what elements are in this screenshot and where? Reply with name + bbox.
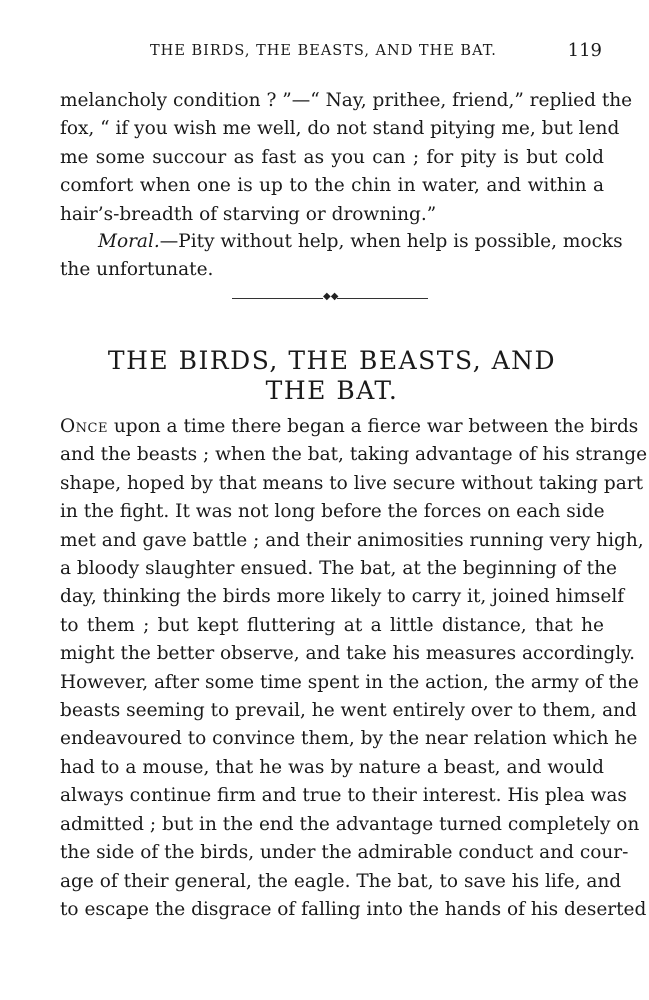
text-line: the side of the birds, under the admirable conduct and cour- bbox=[60, 842, 629, 864]
text-line: hair’s-breadth of starving or drowning.” bbox=[60, 203, 437, 225]
story-first-line-text: upon a time there began a fierce war between the birds bbox=[107, 416, 639, 437]
text-line: had to a mouse, that he was by nature a beast, and would bbox=[60, 756, 604, 778]
text-line: shape, hoped by that means to live secure without taking part bbox=[60, 472, 644, 494]
moral-first-line bbox=[60, 228, 623, 256]
divider-ornament-icon: ◆◆ bbox=[323, 291, 339, 302]
text-line: melancholy condition ? ”—“ Nay, prithee, friend,” replied the bbox=[60, 90, 633, 111]
chapter-title bbox=[60, 346, 604, 406]
text-line: comfort when one is up to the chin in water, and within a bbox=[60, 175, 604, 197]
text-line: fox, “ if you wish me well, do not stand pitying me, but lend bbox=[60, 118, 620, 140]
text-line: me some succour as fast as you can ; for pity is but cold bbox=[60, 146, 604, 168]
text-line: However, after some time spent in the action, the army of the bbox=[60, 671, 639, 693]
moral-label: Moral. bbox=[98, 231, 160, 252]
moral-paragraph bbox=[60, 228, 623, 285]
text-line: beasts seeming to prevail, he went entirely over to them, and bbox=[60, 700, 637, 722]
moral-second-line: the unfortunate. bbox=[60, 259, 214, 281]
running-title: THE BIRDS, THE BEASTS, AND THE BAT. bbox=[150, 43, 497, 59]
text-line: to escape the disgrace of falling into the hands of his deserted bbox=[60, 898, 647, 920]
text-line: met and gave battle ; and their animosities running very high, bbox=[60, 529, 644, 551]
fable-continuation bbox=[60, 87, 633, 229]
text-line: a bloody slaughter ensued. The bat, at the beginning of the bbox=[60, 558, 617, 580]
text-line: always continue firm and true to their interest. His plea was bbox=[60, 785, 627, 807]
text-line: day, thinking the birds more likely to carry it, joined himself bbox=[60, 586, 625, 608]
text-line: endeavoured to convince them, by the near relation which he bbox=[60, 728, 638, 750]
page-number: 119 bbox=[567, 40, 602, 61]
story-paragraph bbox=[60, 413, 648, 924]
text-line: might the better observe, and take his measures accordingly. bbox=[60, 643, 635, 665]
chapter-title-line-2: THE BAT. bbox=[265, 376, 399, 405]
text-line: in the fight. It was not long before the forces on each side bbox=[60, 501, 605, 523]
story-first-line bbox=[60, 413, 639, 441]
text-line: age of their general, the eagle. The bat, to save his life, and bbox=[60, 870, 622, 892]
story-lead-word: Once bbox=[60, 416, 108, 437]
chapter-title-line-1: THE BIRDS, THE BEASTS, AND bbox=[107, 346, 557, 375]
text-line: admitted ; but in the end the advantage turned completely on bbox=[60, 813, 640, 835]
text-line: to them ; but kept fluttering at a little distance, that he bbox=[60, 614, 604, 636]
text-line: and the beasts ; when the bat, taking advantage of his strange bbox=[60, 444, 648, 466]
moral-text: —Pity without help, when help is possible, mocks bbox=[159, 231, 623, 252]
